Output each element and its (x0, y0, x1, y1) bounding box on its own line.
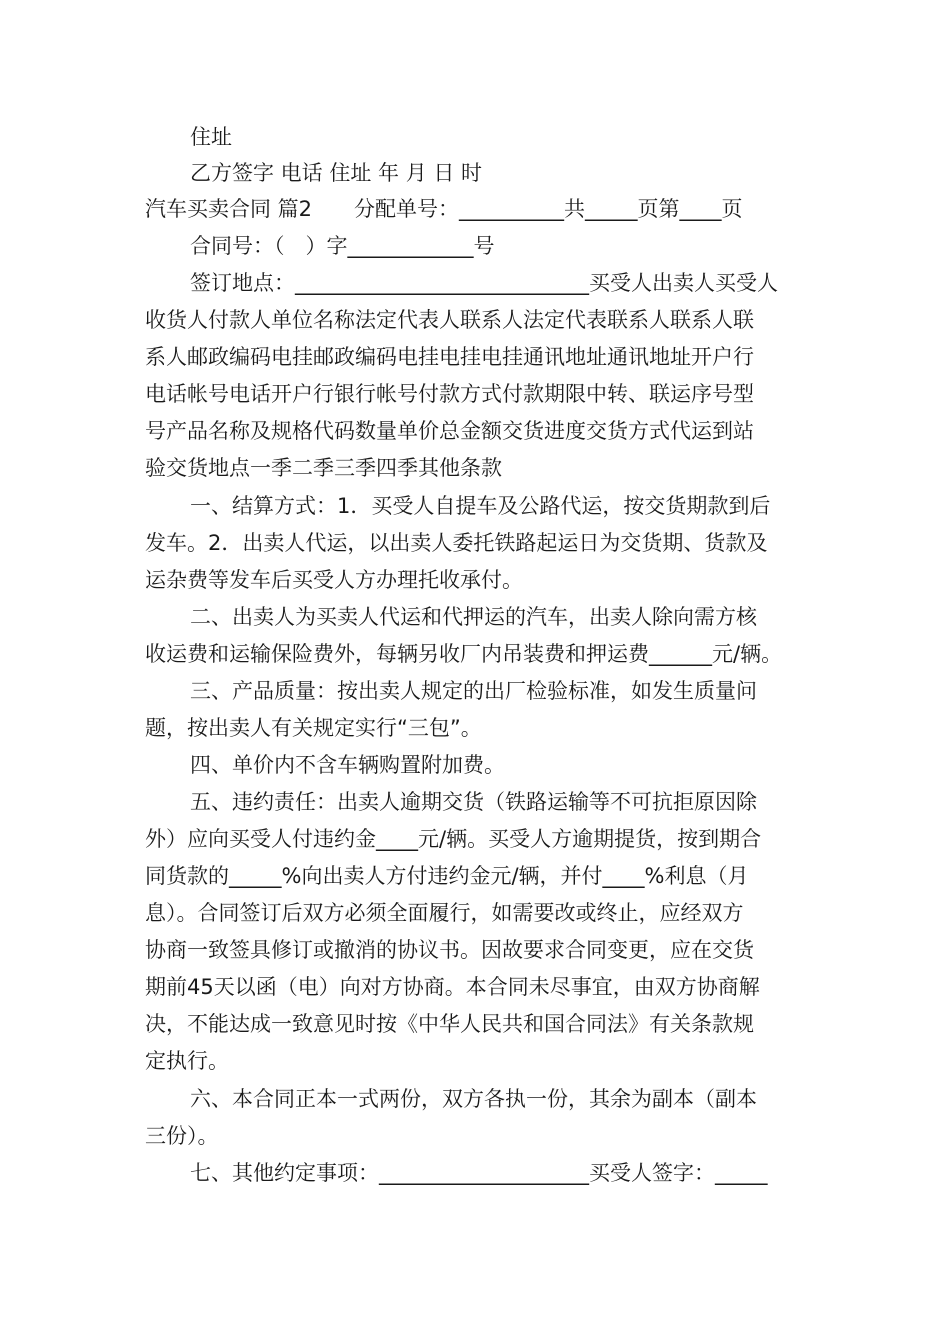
text-line: 验交货地点一季二季三季四季其他条款 (145, 456, 502, 480)
text-line: 号产品名称及规格代码数量单价总金额交货进度交货方式代运到站 (145, 419, 754, 443)
clause-2-line: 二、出卖人为买卖人代运和代押运的汽车，出卖人除向需方核 (190, 605, 757, 629)
clause-3-line: 三、产品质量：按出卖人规定的出厂检验标准，如发生质量问 (190, 679, 757, 703)
clause-4-line: 四、单价内不含车辆购置附加费。 (190, 753, 505, 777)
clause-7-line: 七、其他约定事项：____________________买受人签字：_____ (190, 1161, 768, 1185)
text-line: 收货人付款人单位名称法定代表人联系人法定代表联系人联系人联 (145, 308, 754, 332)
clause-5-line: 期前45天以函（电）向对方协商。本合同未尽事宜，由双方协商解 (145, 975, 760, 999)
clause-5-line: 五、违约责任：出卖人逾期交货（铁路运输等不可抗拒原因除 (190, 790, 757, 814)
text-line-address: 住址 (190, 125, 232, 149)
clause-6-line: 三份）。 (145, 1124, 219, 1148)
clause-5-line: 息）。合同签订后双方必须全面履行，如需要改或终止，应经双方 (145, 901, 744, 925)
clause-3-line: 题，按出卖人有关规定实行“三包”。 (145, 716, 482, 740)
text-line-party-b-signature: 乙方签字 电话 住址 年 月 日 时 (190, 161, 483, 185)
clause-5-line: 定执行。 (145, 1049, 229, 1073)
clause-1-line: 一、结算方式：1．买受人自提车及公路代运，按交货期款到后 (190, 494, 771, 518)
text-line: 电话帐号电话开户行银行帐号付款方式付款期限中转、联运序号型 (145, 382, 754, 406)
clause-2-line: 收运费和运输保险费外，每辆另收厂内吊装费和押运费______元/辆。 (145, 642, 783, 666)
clause-5-line: 同货款的_____%向出卖人方付违约金元/辆，并付____%利息（月 (145, 864, 749, 888)
clause-1-line: 运杂费等发车后买受人方办理托收承付。 (145, 568, 523, 592)
clause-5-line: 协商一致签具修订或撤消的协议书。因故要求合同变更，应在交货 (145, 938, 754, 962)
text-line-signing-place: 签订地点：____________________________买受人出卖人买受人 (190, 271, 778, 295)
clause-1-line: 发车。2．出卖人代运，以出卖人委托铁路起运日为交货期、货款及 (145, 531, 768, 555)
text-line-contract-title: 汽车买卖合同 篇2 分配单号：__________共_____页第____页 (145, 197, 743, 221)
text-line-contract-number: 合同号：（ ）字____________号 (190, 234, 495, 258)
text-line: 系人邮政编码电挂邮政编码电挂电挂电挂通讯地址通讯地址开户行 (145, 345, 754, 369)
clause-5-line: 外）应向买受人付违约金____元/辆。买受人方逾期提货，按到期合 (145, 827, 762, 851)
clause-5-line: 决，不能达成一致意见时按《中华人民共和国合同法》有关条款规 (145, 1012, 754, 1036)
clause-6-line: 六、本合同正本一式两份，双方各执一份，其余为副本（副本 (190, 1087, 757, 1111)
